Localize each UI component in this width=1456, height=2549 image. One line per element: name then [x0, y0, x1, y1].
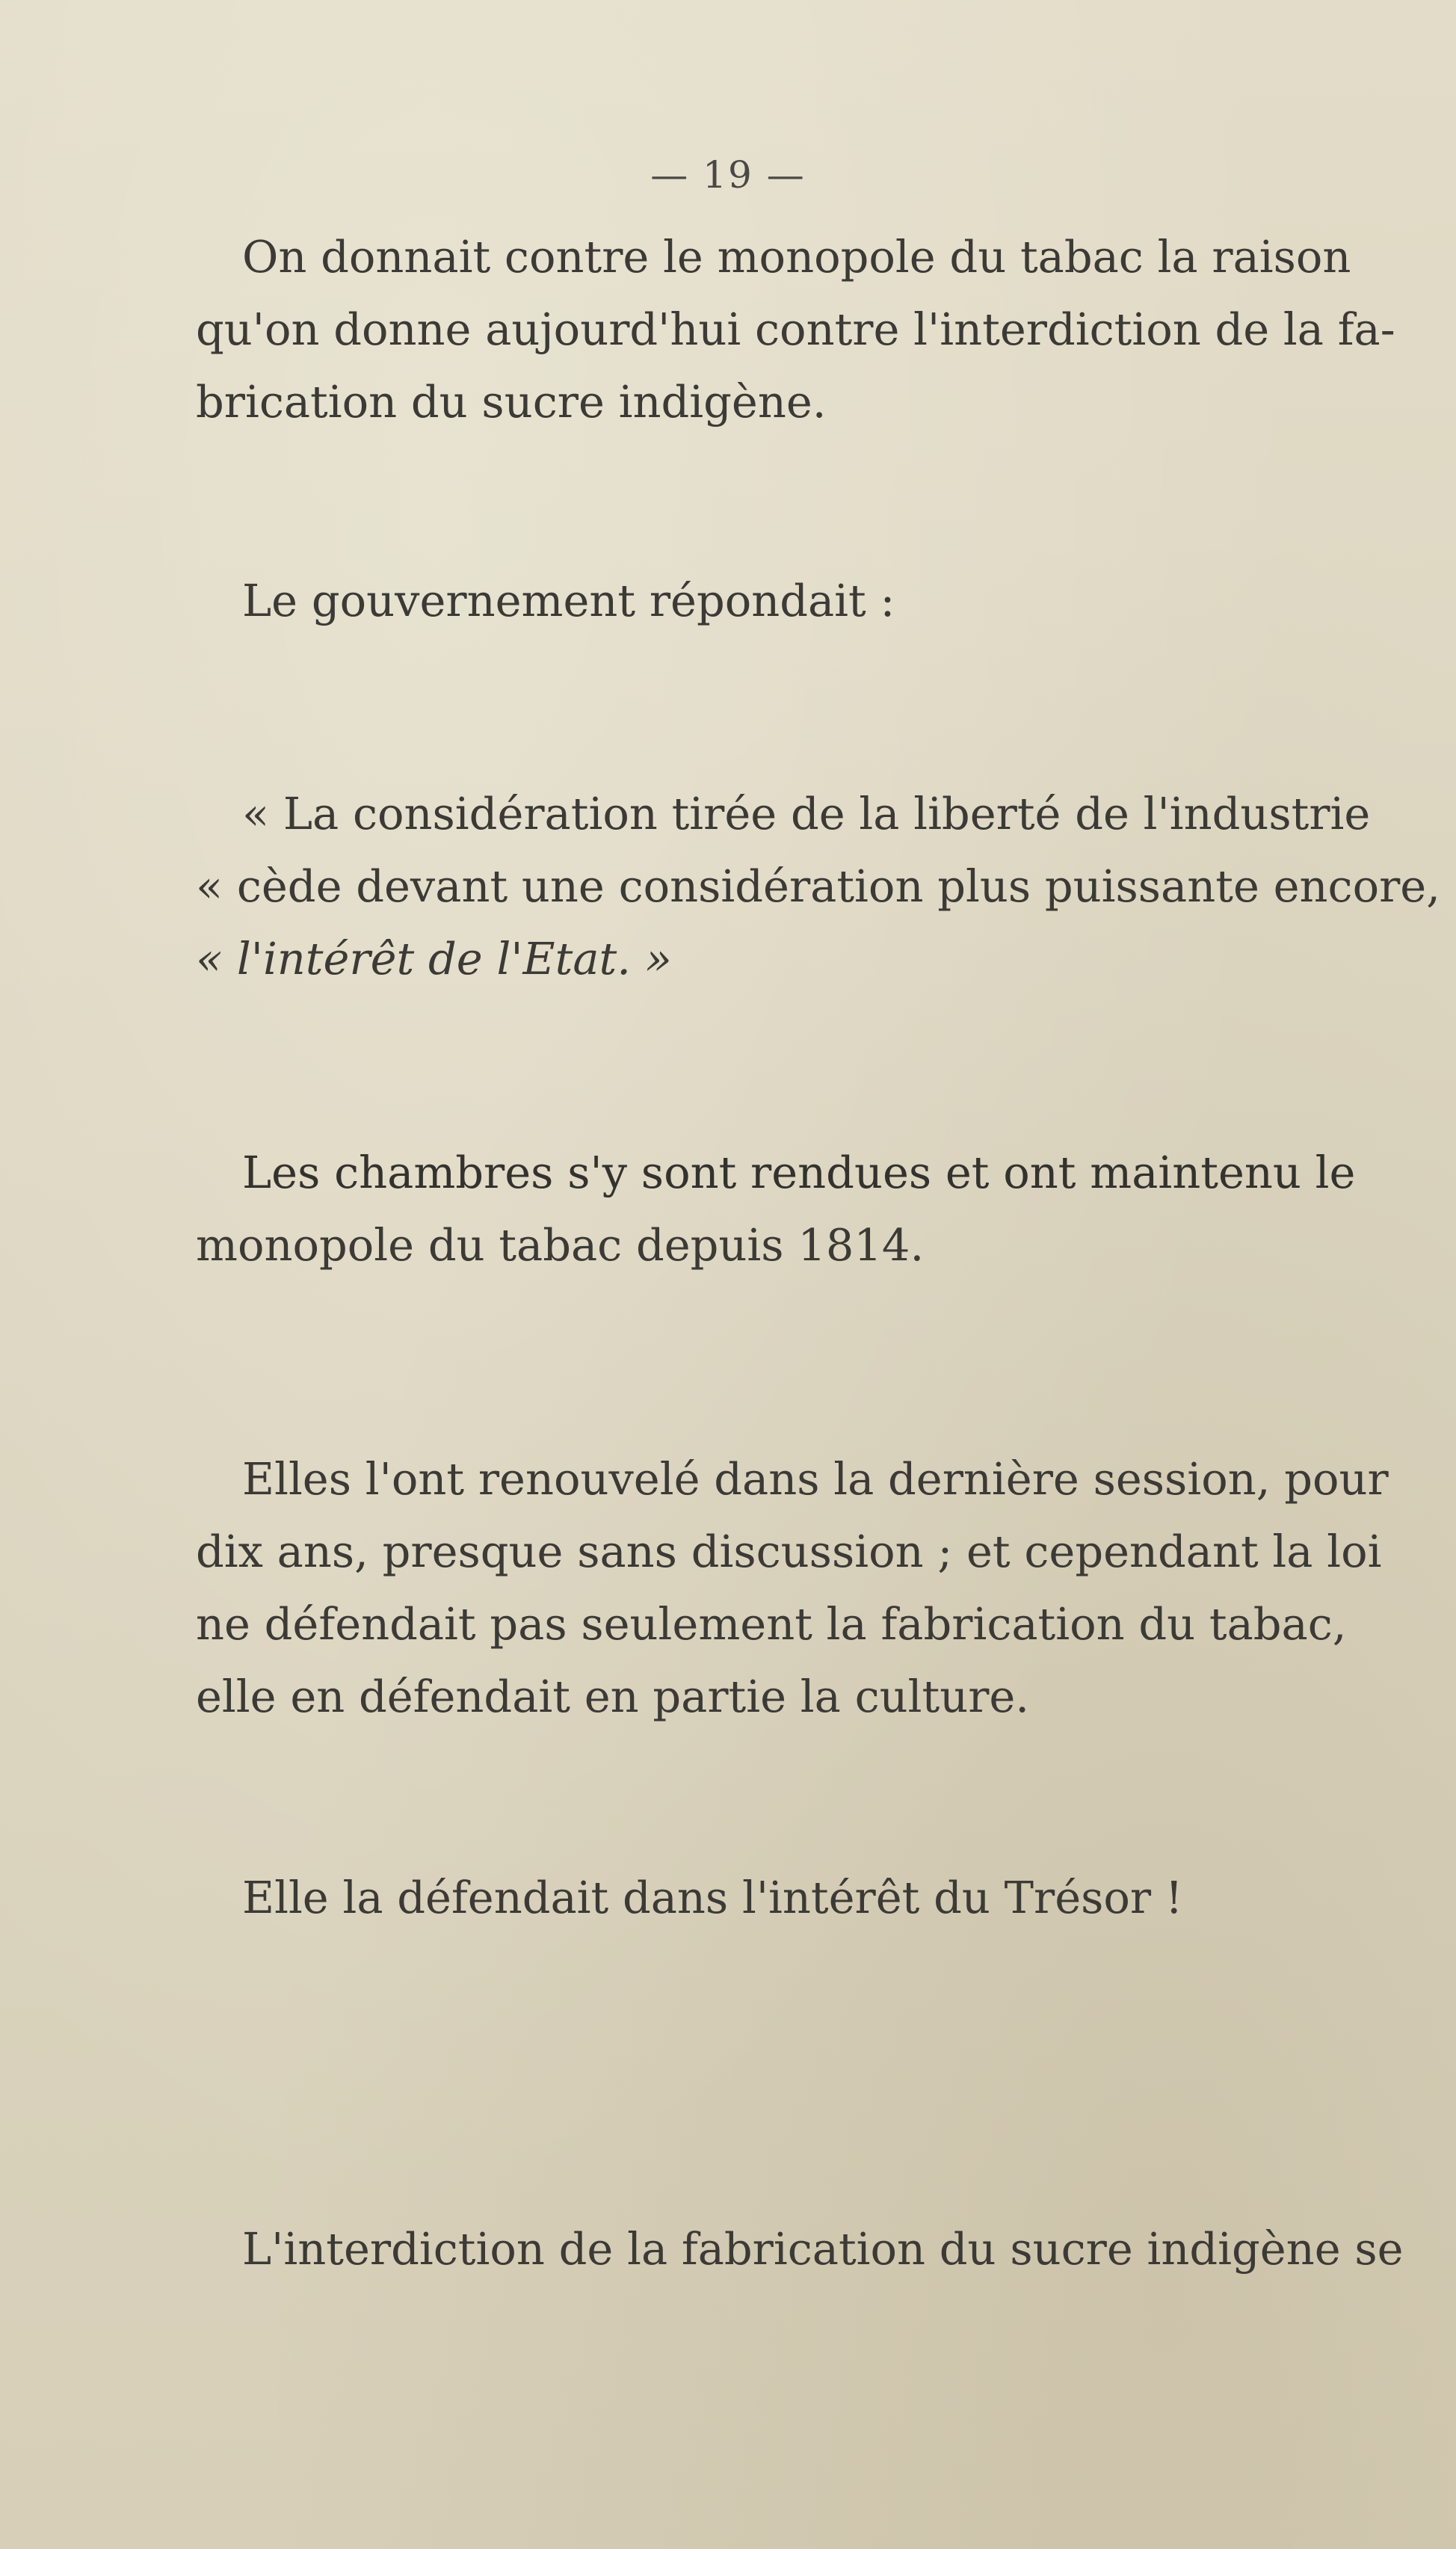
- paragraph: [196, 564, 1321, 637]
- text-line: « cède devant une considération plus puissante encore,: [196, 860, 1440, 912]
- text-line: Les chambres s'y sont rendues et ont maintenu le: [242, 1147, 1356, 1198]
- text-line: On donnait contre le monopole du tabac la raison: [242, 231, 1351, 283]
- text-line: qu'on donne aujourd'hui contre l'interdiction de la fa-: [196, 303, 1395, 355]
- paragraph: [196, 1861, 1321, 1934]
- text-line: Elle la défendait dans l'intérêt du Trésor !: [242, 1872, 1183, 1923]
- text-line: brication du sucre indigène.: [196, 376, 827, 428]
- paragraph: [196, 2213, 1404, 2285]
- text-line: elle en défendait en partie la culture.: [196, 1671, 1030, 1722]
- text-line: L'interdiction de la fabrication du sucre indigène se: [242, 2223, 1404, 2275]
- text-line: « l'intérêt de l'Etat. »: [196, 933, 672, 984]
- quote-paragraph: [196, 777, 1440, 995]
- paragraph: [196, 1136, 1356, 1281]
- text-line: « La considération tirée de la liberté de l'industrie: [242, 788, 1371, 839]
- text-line: Le gouvernement répondait :: [242, 575, 895, 626]
- text-line: dix ans, presque sans discussion ; et cependant la loi: [196, 1526, 1382, 1577]
- paragraph: [196, 1443, 1389, 1733]
- page-number: — 19 —: [650, 153, 806, 197]
- text-line: monopole du tabac depuis 1814.: [196, 1219, 925, 1271]
- text-line: Elles l'ont renouvelé dans la dernière session, pour: [242, 1453, 1389, 1505]
- text-line: ne défendait pas seulement la fabrication du tabac,: [196, 1598, 1347, 1650]
- paragraph: [196, 221, 1395, 438]
